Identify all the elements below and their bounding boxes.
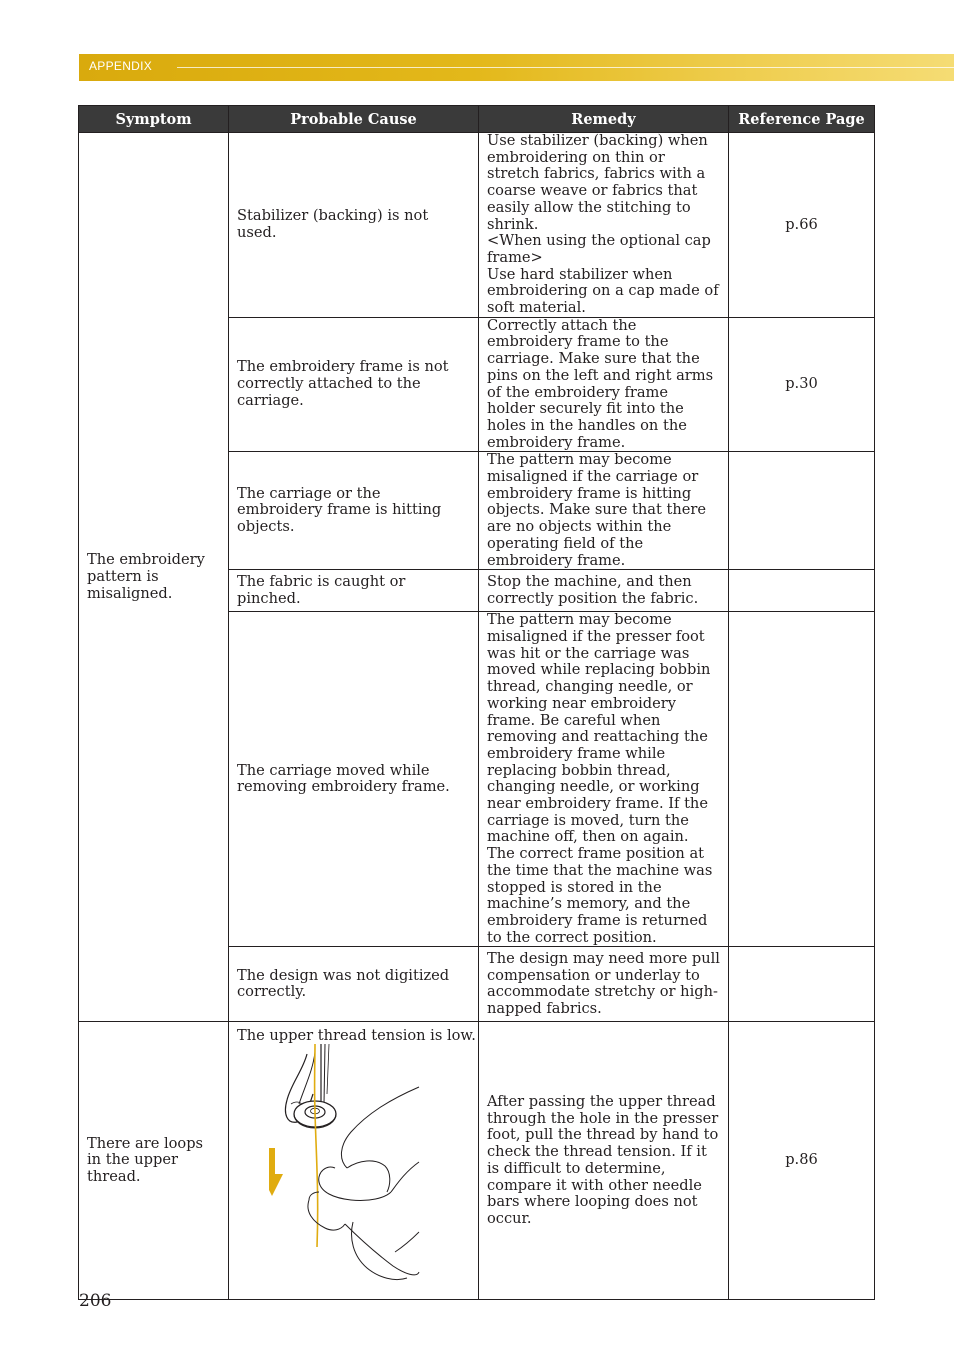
page-number: 206 (79, 1291, 112, 1311)
remedy-cell (479, 133, 729, 318)
symptom-cell: There are loops in the upper thread. (79, 1022, 229, 1300)
reference-cell (729, 570, 875, 612)
banner-rule (177, 67, 954, 68)
cause-text: The upper thread tension is low. (237, 1027, 476, 1045)
symptom-cell: The embroidery pattern is misaligned. (79, 133, 229, 1022)
remedy-cell: Correctly attach the embroidery frame to the carriage. Make sure that the pins on the left and right arms of the embroidery frame holder securely fit into the holes in the handles on the embroidery frame. (479, 317, 729, 452)
cause-cell: The fabric is caught or pinched. (229, 570, 479, 612)
thread-tension-illustration (269, 1042, 439, 1292)
remedy-cell: The pattern may become misaligned if the carriage or embroidery frame is hitting objects. Make sure that there are no objects within the operating field of the embroidery frame. (479, 452, 729, 570)
column-header-symptom: Symptom (79, 106, 229, 133)
table-row (79, 133, 875, 318)
cause-cell: The design was not digitized correctly. (229, 947, 479, 1022)
section-label: APPENDIX (89, 59, 153, 73)
reference-cell (729, 947, 875, 1022)
section-banner (79, 54, 954, 81)
reference-cell: p.30 (729, 317, 875, 452)
cause-cell (229, 1022, 479, 1300)
column-header-cause: Probable Cause (229, 106, 479, 133)
remedy-text: Use stabilizer (backing) when embroidering on thin or stretch fabrics, fabrics with a coarse weave or fabrics that easily allow the stitching to shrink. <When using the optional cap frame> Use hard stabilizer when embroidering on a cap made of soft material. (487, 132, 719, 317)
remedy-cell: Stop the machine, and then correctly position the fabric. (479, 570, 729, 612)
cause-with-illustration (229, 1022, 479, 1299)
column-header-reference: Reference Page (729, 106, 875, 133)
reference-cell: p.66 (729, 133, 875, 318)
remedy-cell: After passing the upper thread through the hole in the presser foot, pull the thread by hand to check the thread tension. If it is difficult to determine, compare it with other needle bars where looping does not occur. (479, 1022, 729, 1300)
cause-cell: The carriage moved while removing embroidery frame. (229, 612, 479, 947)
reference-cell: p.86 (729, 1022, 875, 1300)
cause-cell: The carriage or the embroidery frame is hitting objects. (229, 452, 479, 570)
remedy-cell: The design may need more pull compensation or underlay to accommodate stretchy or high-napped fabrics. (479, 947, 729, 1022)
reference-cell (729, 612, 875, 947)
table-header-row (79, 106, 875, 133)
remedy-cell: The pattern may become misaligned if the presser foot was hit or the carriage was moved while replacing bobbin thread, changing needle, or working near embroidery frame. Be careful when removing and reattaching the embroidery frame while replacing bobbin thread, changing needle, or working near embroidery frame. If the carriage is moved, turn the machine off, then on again. The correct frame position at the time that the machine was stopped is stored in the machine’s memory, and the embroidery frame is returned to the correct position. (479, 612, 729, 947)
cause-cell: The embroidery frame is not correctly attached to the carriage. (229, 317, 479, 452)
column-header-remedy: Remedy (479, 106, 729, 133)
table-row (79, 1022, 875, 1300)
cause-cell: Stabilizer (backing) is not used. (229, 133, 479, 318)
reference-cell (729, 452, 875, 570)
troubleshooting-table (78, 105, 875, 1300)
